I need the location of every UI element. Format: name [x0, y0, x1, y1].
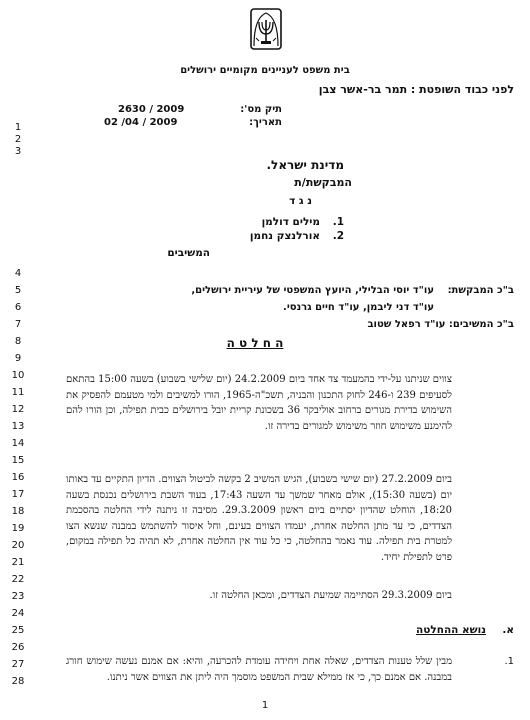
line-number: 11	[11, 387, 25, 398]
paragraph-3: ביום 29.3.2009 הסתיימה שמיעת הצדדים, ומכאן החלטה זו.	[209, 590, 452, 601]
line-number: 10	[11, 370, 25, 381]
paragraph-2: ביום 27.2.2009 (יום שישי בשבוע), הגיש המשיב 2 בקשה לביטול הצווים. הדיון התקיים עד באותו יום (בשעה 15:30), אולם מאחר שמשך עד השעה 17:43, בעוד השבת בירושלים נכנסת בשעה 18:20, הוחלט שהדיון יסתיים ביום ראשון 29.3.2009. מסיבה זו ניתנה לידי החלטה בהסכמת הצדדים, כי עד מתן החלטה אחרת, יעמדו הצווים בעינם, וחל איסור להשתמש במבנה שנשא הצו למטרת בית תפילה. עוד נאמר בהחלטה, כי כל עוד אין החלטה אחרת, לא תהיה כל תפילה במקום, פרט לתפילת יחיד.	[66, 474, 452, 563]
line-number: 8	[14, 336, 22, 347]
respondents-role: המשיבים	[167, 247, 210, 259]
date-value: 02 /04 / 2009	[104, 117, 178, 128]
court-name: בית משפט לעניינים מקומיים ירושלים	[180, 65, 350, 76]
line-number: 23	[11, 591, 25, 602]
paragraph-4: מבין שלל טענות הצדדים, שאלה אחת ויחידה עומדת להכרעה, והיא: אם אמנם נעשה שימוש חורג במבנה. אם אמנם כך, כי אז ממילא שבית המשפט מוסמך היה ליתן את הצווים אשר ניתנו.	[66, 656, 452, 683]
applicant-counsel-label: ב"כ המבקשת:	[447, 285, 514, 296]
line-number: 26	[11, 642, 25, 653]
date-label: תאריך:	[249, 117, 282, 128]
line-number: 18	[11, 506, 25, 517]
line-number: 3	[14, 146, 22, 157]
paragraph-1: צווים שניתנו על-ידי בהמעמד צד אחד ביום 24.2.2009 (יום שלישי בשבוע) בשעה 15:00 בהתאם לסעיפים 239 ו-246 לחוק התכנון והבניה, תשכ"ה-1965, הורו למשיבים ולמי מטעמם להפסיק את השימוש בדירת מגורים ברחוב אוליבקר 36 בשכונת קריית יובל בירושלים כבית תפילה, וכן הורו להם להימנע משימוש חוזר משימוש למגורים בדירה זו.	[66, 374, 453, 432]
line-number: 6	[14, 302, 22, 313]
respondent-1-number: 1.	[332, 216, 344, 228]
menorah-emblem-icon	[250, 8, 282, 52]
respondent-2-name: אורלנצק נחמן	[249, 230, 320, 242]
line-number: 22	[11, 574, 25, 585]
page-number: 1	[261, 700, 269, 711]
versus-label: נ ג ד	[289, 195, 312, 207]
line-number: 1	[14, 122, 22, 133]
section-a-number: א.	[502, 624, 514, 636]
line-number: 19	[11, 523, 25, 534]
judge-line: לפני כבוד השופטת : תמר בר-אשר צבן	[318, 83, 514, 96]
case-number-label: תיק מס':	[240, 104, 282, 115]
section-a-title: נושא ההחלטה	[416, 624, 486, 636]
line-number: 28	[11, 676, 25, 687]
line-number: 4	[14, 268, 22, 279]
case-number-value: 2630 / 2009	[118, 104, 185, 115]
line-number: 16	[11, 472, 25, 483]
line-number: 17	[11, 489, 25, 500]
respondent-1-name: מילים דולמן	[261, 216, 320, 228]
applicant-counsel-line-1: עו"ד יוסי הבלילי, היועץ המשפטי של עיריית ירושלים,	[191, 285, 434, 296]
paragraph-4-number: 1.	[504, 656, 514, 667]
line-number: 13	[11, 421, 25, 432]
line-number: 21	[11, 557, 25, 568]
line-number: 15	[11, 455, 25, 466]
line-number: 20	[11, 540, 25, 551]
applicant-name: מדינת ישראל.	[266, 158, 344, 172]
line-number: 24	[11, 608, 25, 619]
line-number: 12	[11, 404, 25, 415]
line-number: 5	[14, 285, 22, 296]
line-number: 25	[11, 625, 25, 636]
line-number: 27	[11, 659, 25, 670]
decision-title: ה ח ל ט ה	[226, 336, 284, 350]
line-number: 2	[14, 134, 22, 145]
applicant-role: המבקשת/ת	[294, 176, 352, 189]
line-number: 14	[11, 438, 25, 449]
respondent-2-number: 2.	[332, 230, 344, 242]
respondents-counsel: ב"כ המשיבים: עו"ד רפאל שטוב	[367, 319, 514, 330]
applicant-counsel-line-2: עו"ד דני ליבמן, עו"ד חיים גרנסי.	[283, 302, 434, 313]
line-number: 9	[14, 353, 22, 364]
line-number: 7	[14, 319, 22, 330]
